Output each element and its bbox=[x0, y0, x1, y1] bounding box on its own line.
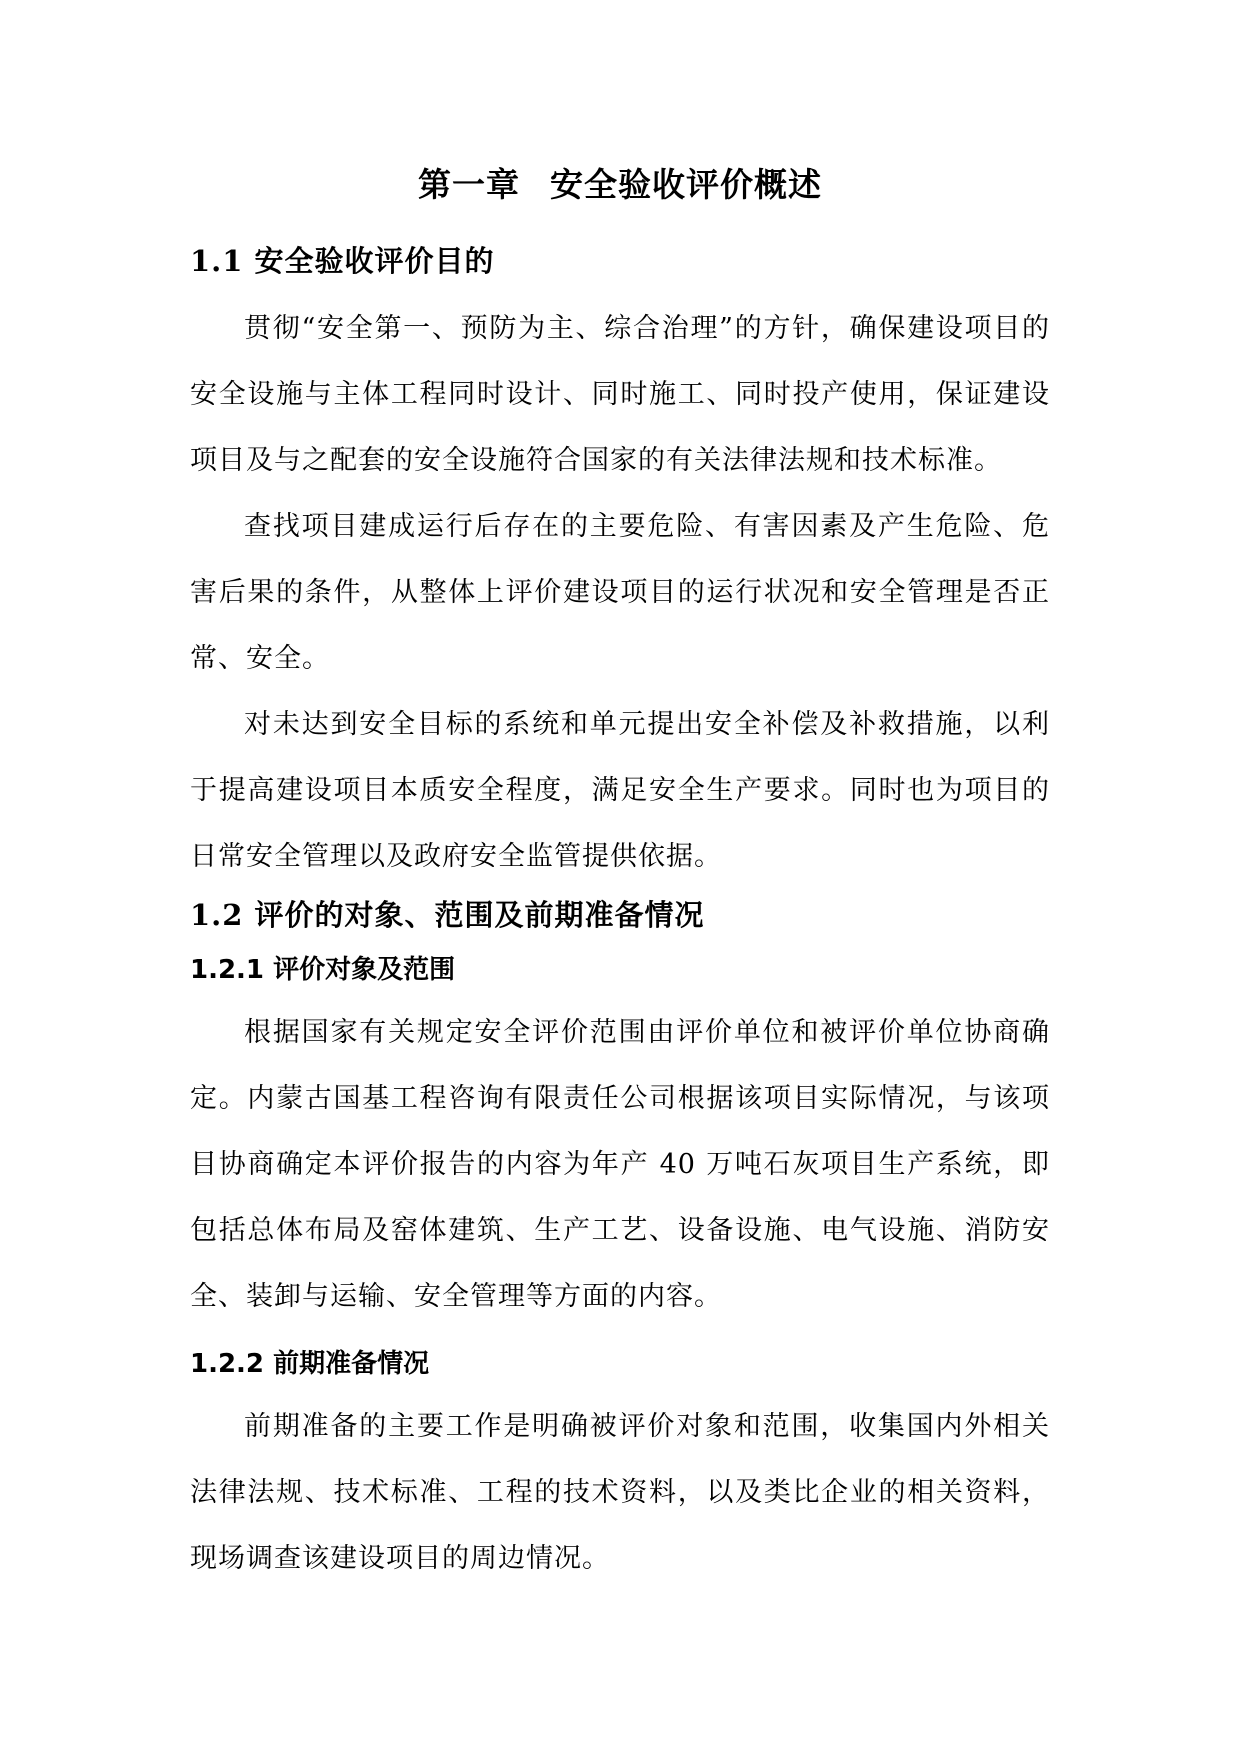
paragraph: 查找项目建成运行后存在的主要危险、有害因素及产生危险、危害后果的条件，从整体上评价建设项目的运行状况和安全管理是否正常、安全。 bbox=[190, 511, 1050, 674]
paragraph: 对未达到安全目标的系统和单元提出安全补偿及补救措施，以利于提高建设项目本质安全程度，满足安全生产要求。同时也为项目的日常安全管理以及政府安全监管提供依据。 bbox=[190, 709, 1050, 872]
section-heading-1-2-2: 1.2.2 前期准备情况 bbox=[190, 1349, 430, 1379]
document-body bbox=[190, 160, 1050, 1592]
chapter-name: 安全验收评价概述 bbox=[550, 165, 822, 204]
section-heading-1-2: 1.2 评价的对象、范围及前期准备情况 bbox=[190, 898, 705, 932]
paragraph: 贯彻“安全第一、预防为主、综合治理”的方针，确保建设项目的安全设施与主体工程同时设计、同时施工、同时投产使用，保证建设项目及与之配套的安全设施符合国家的有关法律法规和技术标准。 bbox=[190, 313, 1050, 476]
section-heading-1-1: 1.1 安全验收评价目的 bbox=[190, 244, 495, 278]
section-heading-1-2-1: 1.2.1 评价对象及范围 bbox=[190, 955, 456, 985]
chapter-number: 第一章 bbox=[418, 165, 520, 204]
chapter-title bbox=[190, 160, 1050, 210]
paragraph: 根据国家有关规定安全评价范围由评价单位和被评价单位协商确定。内蒙古国基工程咨询有限责任公司根据该项目实际情况，与该项目协商确定本评价报告的内容为年产 40 万吨石灰项目生产系统，即包括总体布局及窑体建筑、生产工艺、设备设施、电气设施、消防安全、装卸与运输、安全管理等方面的内容。 bbox=[190, 1017, 1050, 1312]
paragraph: 前期准备的主要工作是明确被评价对象和范围，收集国内外相关法律法规、技术标准、工程的技术资料，以及类比企业的相关资料，现场调查该建设项目的周边情况。 bbox=[190, 1411, 1050, 1574]
